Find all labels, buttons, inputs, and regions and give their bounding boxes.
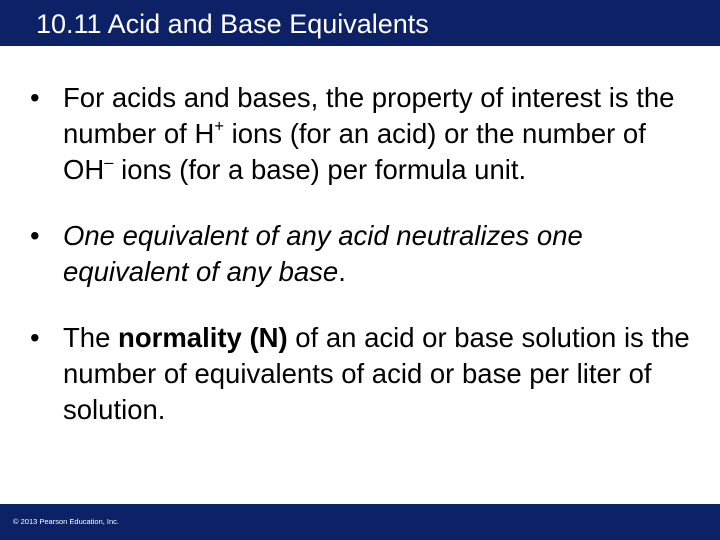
text-segment: . <box>338 256 346 287</box>
bullet-marker: • <box>30 322 40 353</box>
bullet-list <box>30 80 690 458</box>
bullet-item-normality <box>30 320 690 428</box>
text-segment: of an acid or base solution is the number of equivalents of acid or base per liter of solution. <box>63 322 690 425</box>
text-segment-italic: One equivalent of any acid neutralizes one equivalent of any base <box>63 220 583 287</box>
bullet-marker: • <box>30 220 40 251</box>
text-segment-bold: normality (N) <box>118 322 288 353</box>
text-segment: The <box>63 322 119 353</box>
superscript-plus: + <box>214 117 224 136</box>
text-segment: For acids and bases, the property of interest is the number of H <box>63 82 675 149</box>
text-segment: ions (for an acid) or the number of OH <box>63 118 646 185</box>
bullet-text <box>63 82 674 185</box>
copyright-text: © 2013 Pearson Education, Inc. <box>13 517 120 526</box>
text-segment: ions (for a base) per formula unit. <box>113 154 527 185</box>
bullet-marker: • <box>30 82 40 113</box>
superscript-minus: – <box>104 153 114 172</box>
bullet-item-acid-base-property <box>30 80 690 188</box>
slide-title: 10.11 Acid and Base Equivalents <box>36 9 429 39</box>
bullet-text <box>63 322 690 425</box>
bullet-item-equivalent <box>30 218 690 290</box>
bullet-text <box>63 220 583 287</box>
